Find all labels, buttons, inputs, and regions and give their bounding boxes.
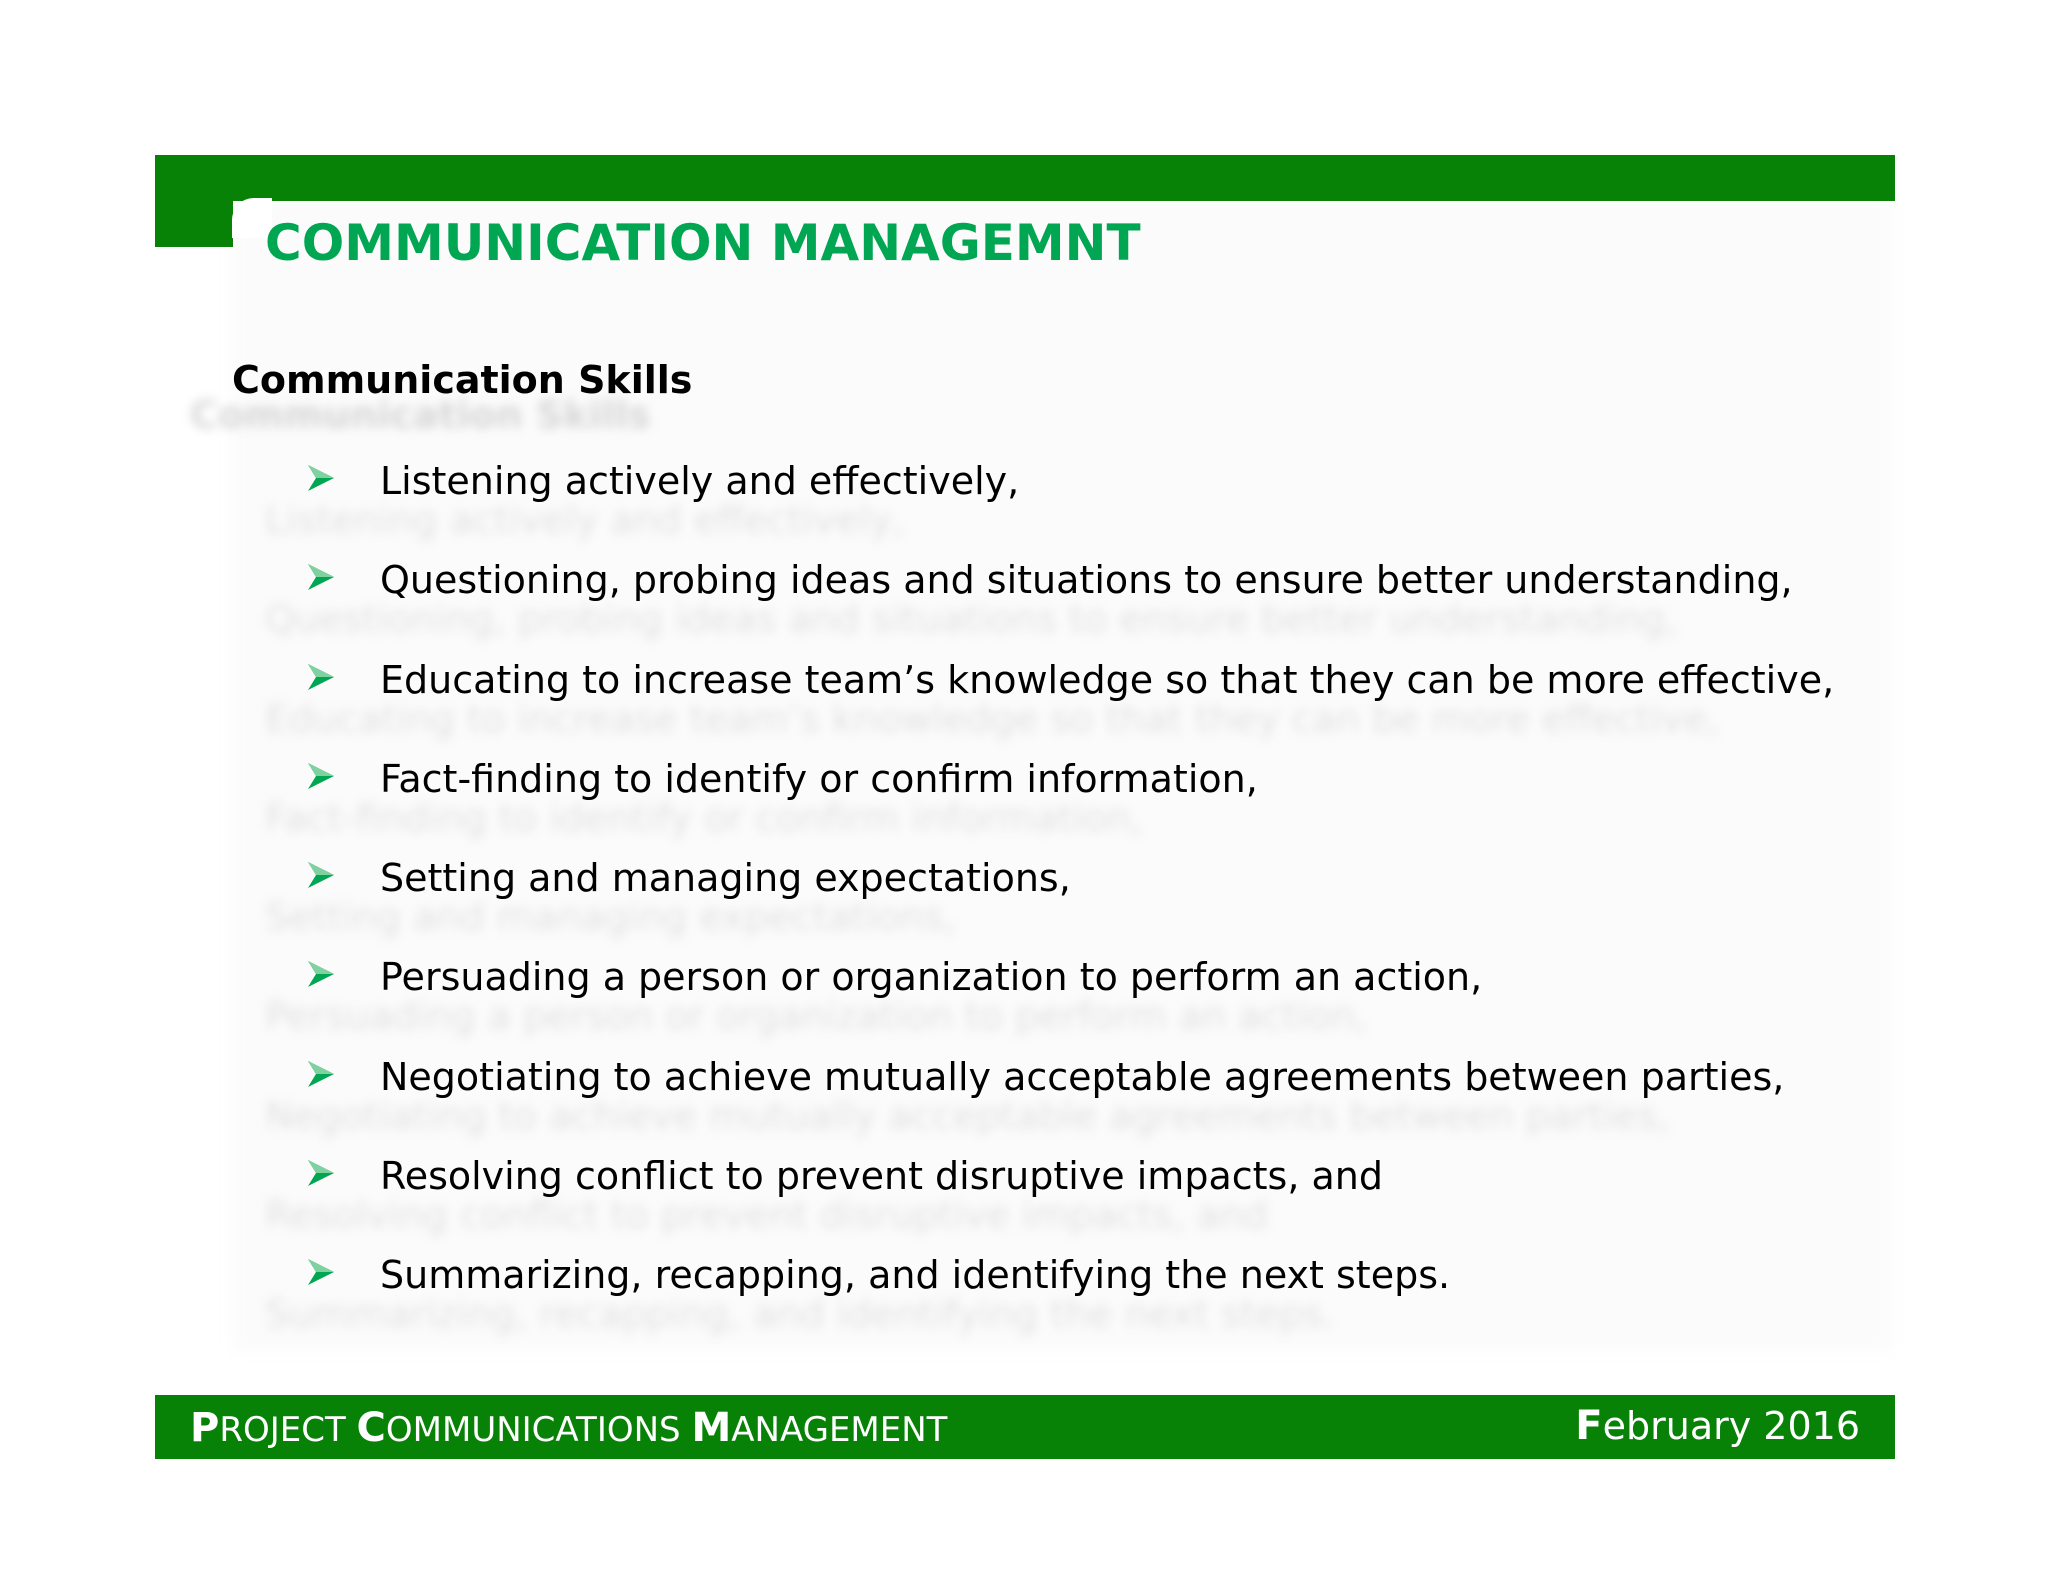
arrowhead-bullet-icon xyxy=(305,1256,337,1288)
arrowhead-bullet-icon xyxy=(305,1157,337,1189)
arrowhead-bullet-icon xyxy=(305,661,337,693)
bullet-shadow: Summarizing, recapping, and identifying the next steps. xyxy=(265,1292,1336,1336)
footer-date-rest: ebruary 2016 xyxy=(1602,1404,1860,1448)
list-item-text: Persuading a person or organization to perform an action, xyxy=(380,955,1483,999)
footer-word: OMMUNICATIONS xyxy=(385,1410,681,1450)
bullet-shadow: Persuading a person or organization to perform an action, xyxy=(265,994,1368,1038)
arrowhead-bullet-icon xyxy=(305,958,337,990)
footer-course-title xyxy=(190,1403,947,1455)
arrowhead-bullet-icon xyxy=(305,859,337,891)
list-item-text: Educating to increase team’s knowledge so that they can be more effective, xyxy=(380,658,1835,702)
arrowhead-bullet-icon xyxy=(305,760,337,792)
bullet-shadow: Fact-finding to identify or confirm information, xyxy=(265,796,1143,840)
list-item-text: Resolving conflict to prevent disruptive impacts, and xyxy=(380,1154,1383,1198)
list-item-text: Questioning, probing ideas and situations to ensure better understanding, xyxy=(380,558,1793,602)
list-item-text: Summarizing, recapping, and identifying the next steps. xyxy=(380,1253,1451,1297)
list-item-text: Listening actively and effectively, xyxy=(380,459,1020,503)
footer-date-initial: F xyxy=(1575,1403,1603,1449)
header-bar xyxy=(155,155,1895,201)
bullet-shadow: Listening actively and effectively, xyxy=(265,498,905,542)
bullet-shadow: Negotiating to achieve mutually acceptable agreements between parties, xyxy=(265,1094,1670,1138)
list-item-text: Negotiating to achieve mutually acceptable agreements between parties, xyxy=(380,1055,1785,1099)
bullet-shadow: Setting and managing expectations, xyxy=(265,895,956,939)
bullet-shadow: Educating to increase team’s knowledge so that they can be more effective, xyxy=(265,697,1720,741)
footer-word: ANAGEMENT xyxy=(731,1410,948,1450)
arrowhead-bullet-icon xyxy=(305,561,337,593)
list-item-text: Fact-finding to identify or confirm information, xyxy=(380,757,1258,801)
section-heading-shadow: Communication Skills xyxy=(190,393,651,437)
header-tab xyxy=(155,198,233,247)
arrowhead-bullet-icon xyxy=(305,1058,337,1090)
footer-initial: P xyxy=(190,1405,220,1451)
list-item-text: Setting and managing expectations, xyxy=(380,856,1071,900)
footer-word: ROJECT xyxy=(219,1410,346,1450)
arrowhead-bullet-icon xyxy=(305,462,337,494)
footer-date xyxy=(1575,1401,1860,1451)
slide-title: COMMUNICATION MANAGEMNT xyxy=(265,214,1141,272)
footer-initial: C xyxy=(356,1405,386,1451)
footer-initial: M xyxy=(691,1405,732,1451)
section-heading: Communication Skills xyxy=(232,358,693,402)
bullet-shadow: Resolving conflict to prevent disruptive impacts, and xyxy=(265,1193,1268,1237)
bullet-shadow: Questioning, probing ideas and situations to ensure better understanding, xyxy=(265,597,1678,641)
